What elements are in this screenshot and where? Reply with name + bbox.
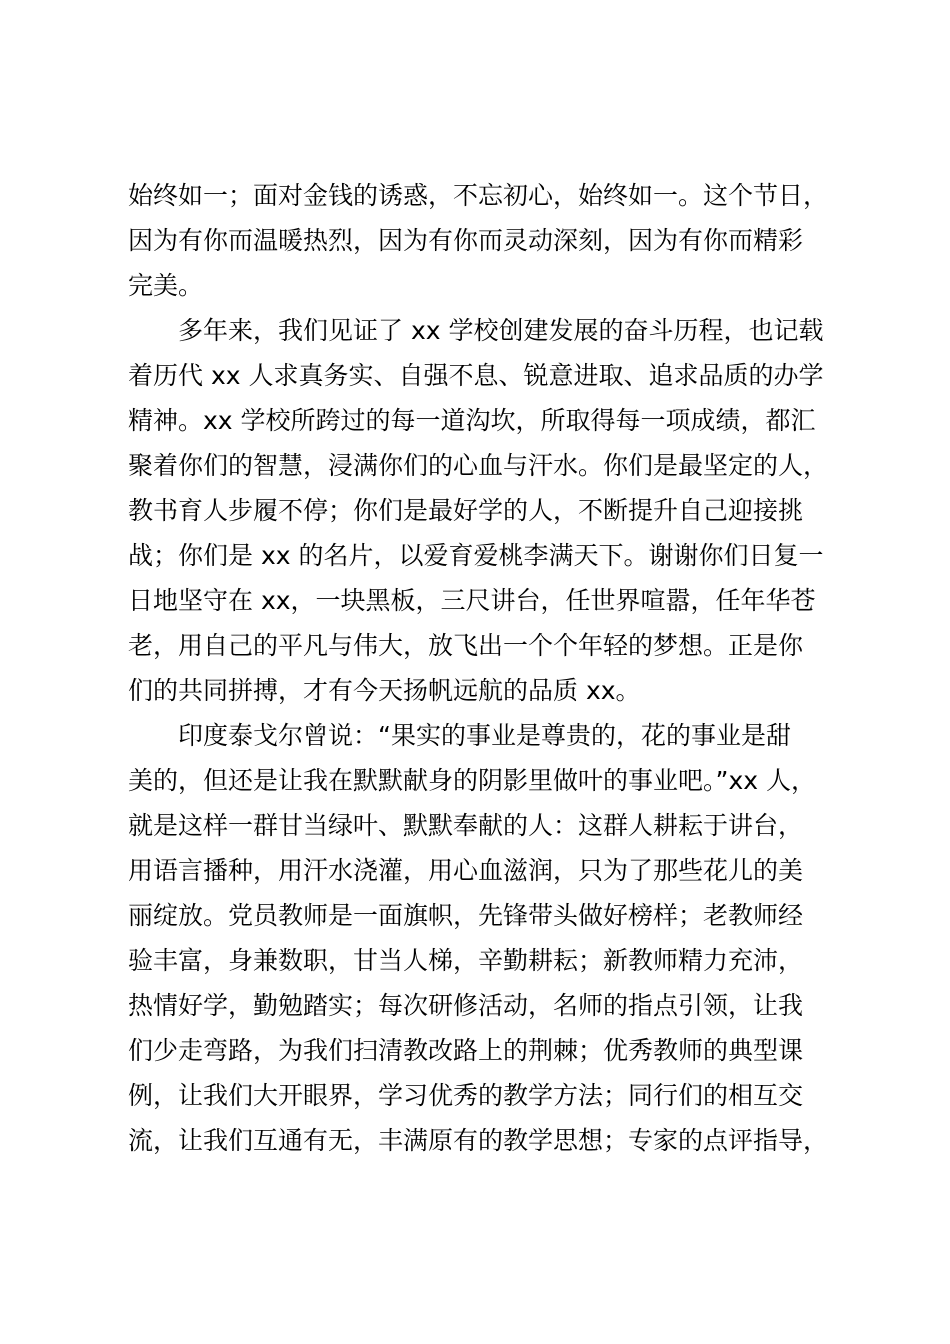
text-line: 流，让我们互通有无，丰满原有的教学思想；专家的点评指导， xyxy=(128,1126,829,1155)
text-line: 验丰富，身兼数职，甘当人梯，辛勤耕耘；新教师精力充沛， xyxy=(128,946,804,975)
text-line: 就是这样一群甘当绿叶、默默奉献的人：这群人耕耘于讲台， xyxy=(128,811,804,840)
text-line: 战；你们是 xx 的名片，以爱育爱桃李满天下。谢谢你们日复一 xyxy=(128,541,824,570)
text-line: 热情好学，勤勉踏实；每次研修活动，名师的指点引领，让我 xyxy=(128,991,804,1020)
text-line: 着历代 xx 人求真务实、自强不息、锐意进取、追求品质的办学 xyxy=(128,361,824,390)
text-line: 聚着你们的智慧，浸满你们的心血与汗水。你们是最坚定的人， xyxy=(128,451,829,480)
paragraph-first-line: 多年来，我们见证了 xx 学校创建发展的奋斗历程，也记载 xyxy=(178,316,824,345)
body-text xyxy=(128,173,858,1163)
text-line: 教书育人步履不停；你们是最好学的人，不断提升自己迎接挑 xyxy=(128,496,804,525)
text-line: 们的共同拼搏，才有今天扬帆远航的品质 xx。 xyxy=(128,676,641,705)
text-line: 精神。xx 学校所跨过的每一道沟坎，所取得每一项成绩，都汇 xyxy=(128,406,816,435)
text-line: 例，让我们大开眼界，学习优秀的教学方法；同行们的相互交 xyxy=(128,1081,804,1110)
text-line: 因为有你而温暖热烈，因为有你而灵动深刻，因为有你而精彩 xyxy=(128,226,804,255)
text-line: 用语言播种，用汗水浇灌，用心血滋润，只为了那些花儿的美 xyxy=(128,856,804,885)
text-line: 始终如一；面对金钱的诱惑，不忘初心，始终如一。这个节日， xyxy=(128,181,829,210)
text-line: 美的，但还是让我在默默献身的阴影里做叶的事业吧。”xx 人， xyxy=(128,766,816,795)
text-line: 老，用自己的平凡与伟大，放飞出一个个年轻的梦想。正是你 xyxy=(128,631,804,660)
text-line: 丽绽放。党员教师是一面旗帜，先锋带头做好榜样；老教师经 xyxy=(128,901,804,930)
text-line: 们少走弯路，为我们扫清教改路上的荆棘；优秀教师的典型课 xyxy=(128,1036,804,1065)
text-line: 日地坚守在 xx，一块黑板，三尺讲台，任世界喧嚣，任年华苍 xyxy=(128,586,816,615)
paragraph-first-line: 印度泰戈尔曾说：“果实的事业是尊贵的，花的事业是甜 xyxy=(178,721,791,750)
text-line: 完美。 xyxy=(128,271,204,300)
